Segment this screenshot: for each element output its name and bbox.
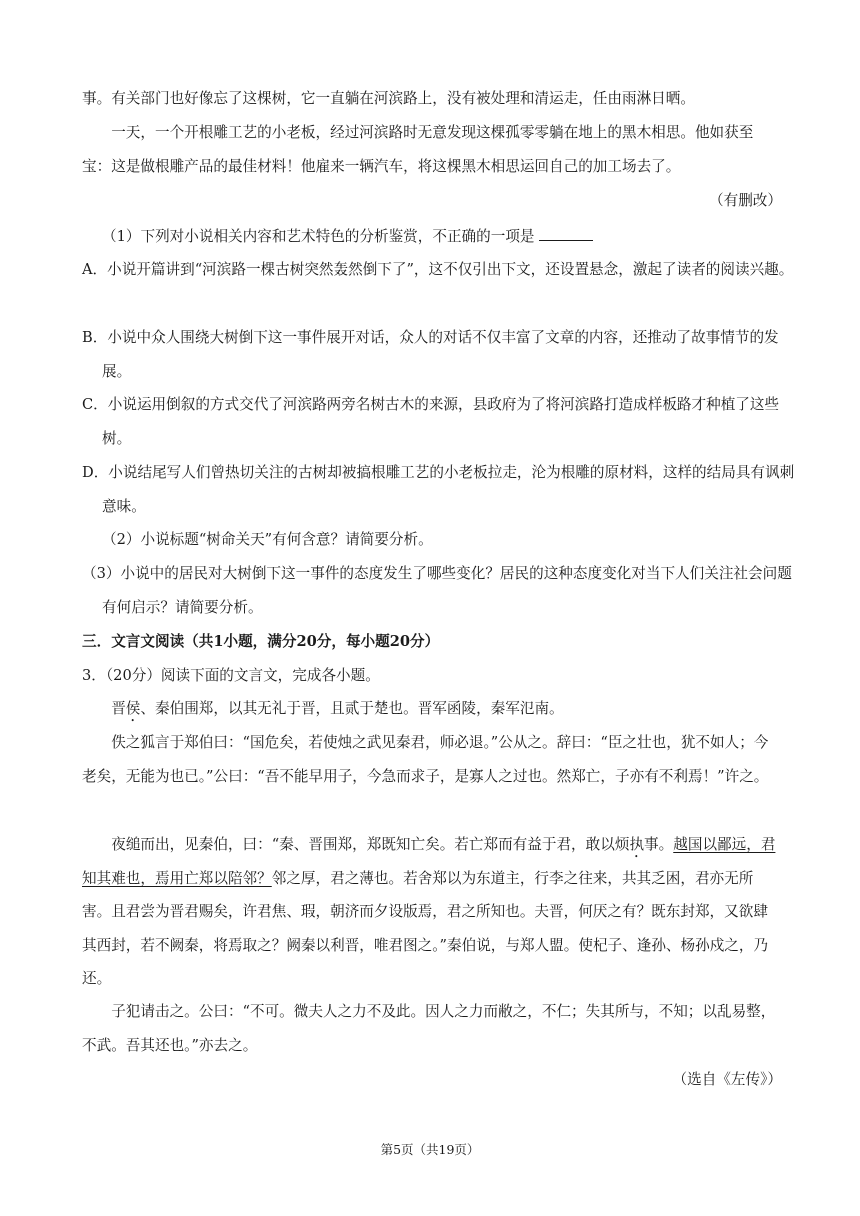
classical-paragraph-2: 佚之狐言于郑伯曰：“国危矣，若使烛之武见秦君，师必退。”公从之。辞曰：“臣之壮也，犹不如人；今老矣，无能为也已。”公曰：“吾不能早用子，今急而求子，是寡人之过也。然郑亡，子亦有不利焉！”许之。 [82,734,769,785]
option-c: C．小说运用倒叙的方式交代了河滨路两旁名树古木的来源，县政府为了将河滨路打造成样板路才种植了这些树。 [82,396,780,447]
option-d: D．小说结尾写人们曾热切关注的古树却被搞根雕工艺的小老板拉走，沦为根雕的原材料，这样的结局具有讽刺意味。 [82,464,795,515]
question-3: （3）小说中的居民对大树倒下这一事件的态度发生了哪些变化？居民的这种态度变化对当下人们关注社会问题有何启示？请简要分析。 [82,565,792,616]
classical-paragraph-4: 子犯请击之。公曰：“不可。微夫人之力不及此。因人之力而敝之，不仁；失其所与，不知；以乱易整，不武。吾其还也。”亦去之。 [82,1003,776,1054]
source-note: （选自《左传》） [672,1071,782,1088]
text-run: 事。 [644,836,674,853]
option-a: A．小说开篇讲到“河滨路一棵古树突然轰然倒下了”，这不仅引出下文，还设置悬念，激起了读者的阅读兴趣。 [82,261,794,278]
classical-paragraph-3 [82,828,782,996]
classical-paragraph-1 [82,692,782,726]
page-footer: 第5页（共19页） [380,1142,480,1157]
section-heading: 三．文言文阅读（共1小题，满分20分，每小题20分） [82,633,440,650]
dotted-character: 执 [629,836,645,853]
text-run: 夜缒而出，见秦伯，曰：“秦、晋围郑，郑既知亡矣。若亡郑而有益于君，敢以烦 [111,836,630,853]
edit-note: （有删改） [709,192,782,209]
story-paragraph-2: 一天，一个开根雕工艺的小老板，经过河滨路时无意发现这棵孤零零躺在地上的黑木相思。他如获至宝：这是做根雕产品的最佳材料！他雇来一辆汽车，将这棵黑木相思运回自己的加工场去了。 [82,124,754,175]
underlined-sentence: 越国以鄙远，君知其难也，焉用亡郑以陪邻？ [82,836,776,887]
text-run: 、秦伯围郑，以其无礼于晋，且贰于楚也。晋军函陵，秦军氾南。 [140,700,564,717]
text-run: 邻之厚，君之薄也。若舍郑以为东道主，行李之往来，共其乏困，君亦无所害。且君尝为晋君赐矣，许君焦、瑕，朝济而夕设版焉，君之所知也。夫晋，何厌之有？既东封郑，又欲肆其西封，若不阙秦，将焉取之？阙秦以利晋，唯君图之。”秦伯说，与郑人盟。使杞子、逢孙、杨孙戍之，乃还。 [82,869,769,987]
question-2: （2）小说标题“树命关天”有何含意？请简要分析。 [102,531,433,548]
question-1-text: （1）下列对小说相关内容和艺术特色的分析鉴赏，不正确的一项是 [102,228,535,245]
text-run: 晋 [111,700,126,717]
dotted-character: 侯 [125,700,141,717]
option-b: B．小说中众人围绕大树倒下这一事件展开对话，众人的对话不仅丰富了文章的内容，还推动了故事情节的发展。 [82,329,779,380]
question-1 [82,220,782,254]
question-intro: 3．（20分）阅读下面的文言文，完成各小题。 [82,667,380,684]
answer-blank [539,226,593,241]
story-paragraph-1: 事。有关部门也好像忘了这棵树，它一直躺在河滨路上，没有被处理和清运走，任由雨淋日晒。 [82,90,695,107]
